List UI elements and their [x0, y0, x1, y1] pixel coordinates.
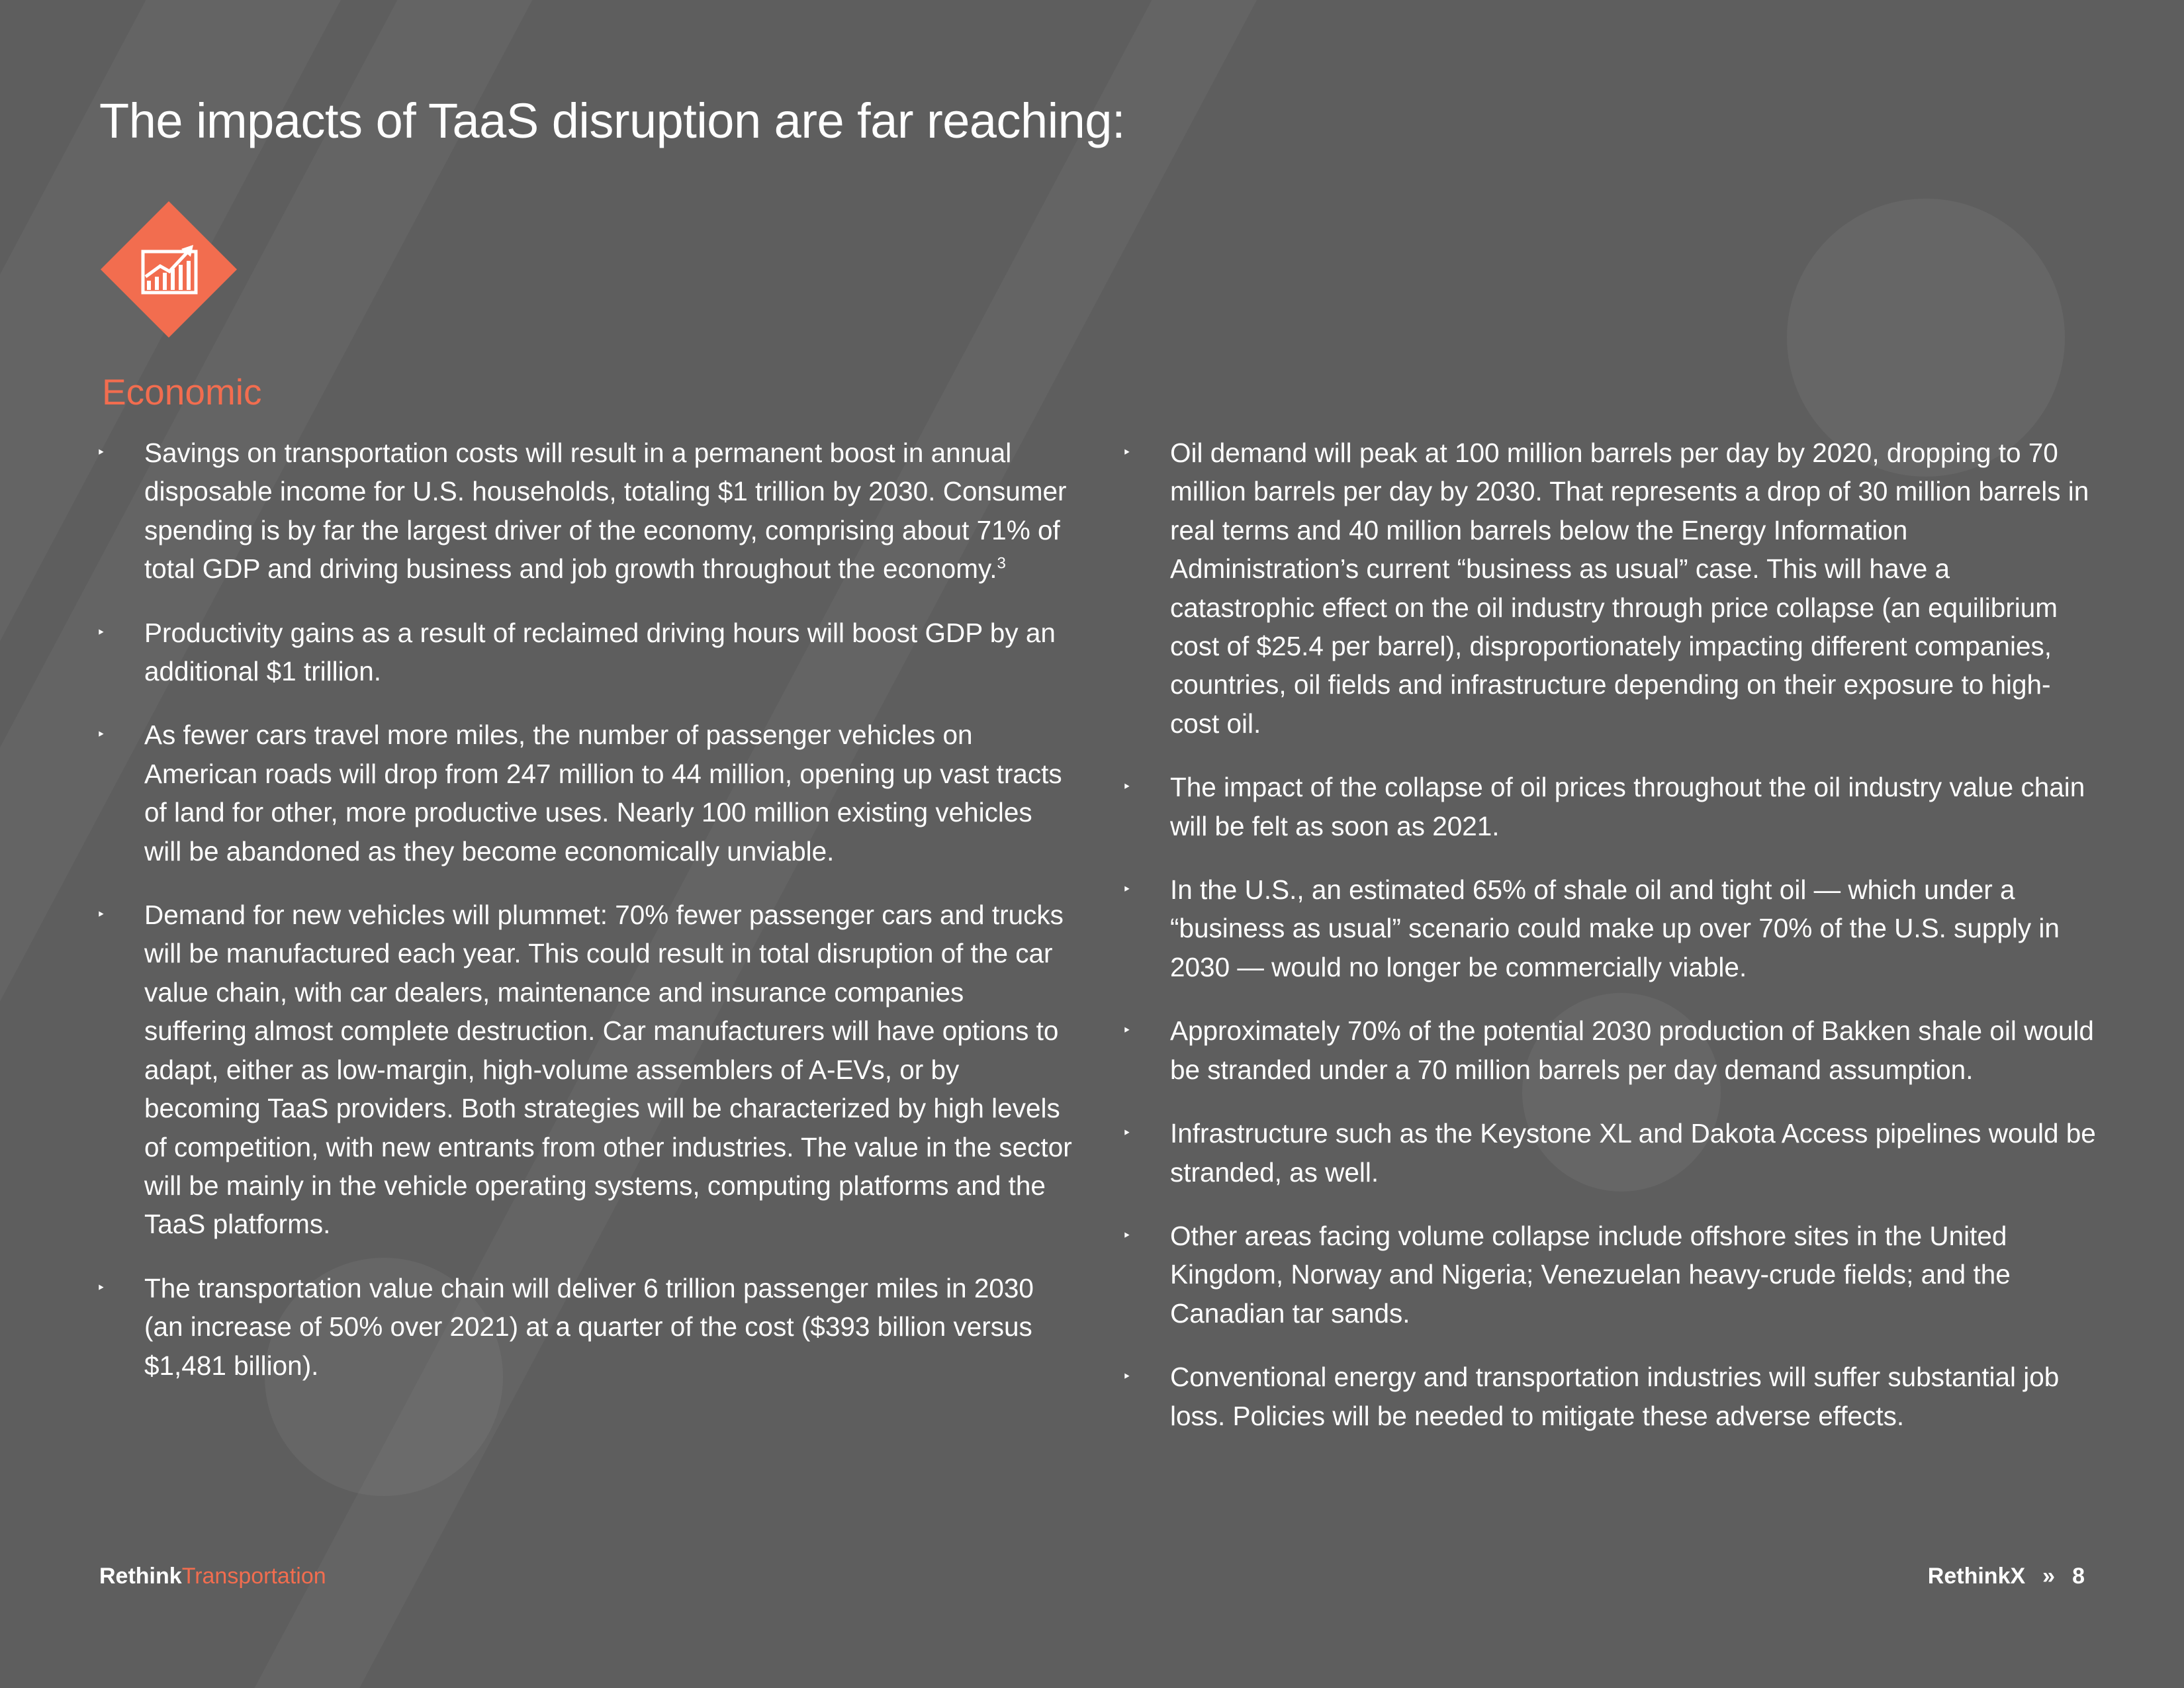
bullet-icon: ‣ [1122, 1227, 1131, 1244]
bullet-icon: ‣ [1122, 881, 1131, 898]
left-bullet-list [94, 434, 1073, 1410]
footer-page-info [1928, 1564, 2085, 1589]
list-item [1120, 1217, 2099, 1333]
bullet-icon: ‣ [1122, 1022, 1131, 1039]
list-item [1120, 768, 2099, 845]
right-bullet-list [1120, 434, 2099, 1460]
bullet-icon: ‣ [1122, 444, 1131, 461]
list-item [1120, 1011, 2099, 1089]
rising-chart-icon [99, 200, 238, 339]
bullet-text: Other areas facing volume collapse include offshore sites in the United Kingdom, Norway and Nigeria; Venezuelan heavy-crude fields; and the Canadian tar sands. [1170, 1220, 2011, 1329]
bullet-icon: ‣ [97, 906, 105, 923]
bullet-text: Conventional energy and transportation industries will suffer substantial job loss. Policies will be needed to mitigate these adverse effects. [1170, 1362, 2060, 1431]
list-item [94, 896, 1073, 1244]
page-title: The impacts of TaaS disruption are far reaching: [99, 93, 1126, 148]
bullet-text: The impact of the collapse of oil prices throughout the oil industry value chain will be felt as soon as 2021. [1170, 772, 2085, 841]
bullet-text: Demand for new vehicles will plummet: 70% fewer passenger cars and trucks will be manufactured each year. This could result in total disruption of the car value chain, with car dealers, maintenance and insurance companies suffering almost complete destruction. Car manufacturers will have options to adapt, either as low-margin, high-volume assemblers of A-EVs, or by becoming TaaS providers. Both strategies will be characterized by high levels of competition, with new entrants from other industries. The value in the sector will be mainly in the vehicle operating systems, computing platforms and the TaaS platforms. [144, 900, 1072, 1240]
footnote-ref: 3 [997, 554, 1006, 573]
bullet-text: Oil demand will peak at 100 million barrels per day by 2020, dropping to 70 million barrels per day by 2030. That represents a drop of 30 million barrels in real terms and 40 million barrels below the Energy Information Administration’s current “business as usual” case. This will have a catastrophic effect on the oil industry through price collapse (an equilibrium cost of $25.4 per barrel), disproportionately impacting different companies, countries, oil fields and infrastructure depending on their exposure to high-cost oil. [1170, 438, 2089, 739]
list-item [94, 716, 1073, 870]
bullet-text: Infrastructure such as the Keystone XL and Dakota Access pipelines would be stranded, as well. [1170, 1118, 2096, 1188]
bullet-icon: ‣ [1122, 1368, 1131, 1385]
bullet-icon: ‣ [1122, 1125, 1131, 1142]
list-item [94, 614, 1073, 691]
bullet-text: Savings on transportation costs will result in a permanent boost in annual disposable income for U.S. households, totaling $1 trillion by 2030. Consumer spending is by far the largest driver of the economy, comprising about 71% of total GDP and driving business and job growth throughout the economy. [144, 438, 1067, 585]
footer-brand [99, 1564, 326, 1589]
bullet-text: Approximately 70% of the potential 2030 production of Bakken shale oil would be stranded under a 70 million barrels per day demand assumption. [1170, 1015, 2094, 1085]
bullet-icon: ‣ [97, 444, 105, 461]
footer-publisher: RethinkX [1927, 1564, 2026, 1589]
list-item [94, 1269, 1073, 1385]
page-number: 8 [2072, 1564, 2085, 1589]
list-item [1120, 434, 2099, 743]
section-heading: Economic [102, 371, 262, 412]
bullet-text: In the U.S., an estimated 65% of shale oil and tight oil — which under a “business as usual” scenario could make up over 70% of the U.S. supply in 2030 — would no longer be commercially viable. [1170, 874, 2060, 982]
bullet-text: Productivity gains as a result of reclaimed driving hours will boost GDP by an additional $1 trillion. [144, 617, 1056, 687]
list-item [1120, 1358, 2099, 1435]
bullet-text: The transportation value chain will deliver 6 trillion passenger miles in 2030 (an increase of 50% over 2021) at a quarter of the cost ($393 billion versus $1,481 billion). [144, 1272, 1034, 1381]
footer-separator: » [2042, 1564, 2056, 1589]
list-item [1120, 1114, 2099, 1192]
footer-brand-transportation: Transportation [181, 1564, 326, 1589]
footer-brand-rethink: Rethink [99, 1564, 182, 1589]
bullet-icon: ‣ [97, 624, 105, 641]
list-item [1120, 870, 2099, 986]
list-item [94, 434, 1073, 588]
bullet-icon: ‣ [97, 726, 105, 743]
bullet-icon: ‣ [97, 1279, 105, 1296]
bullet-icon: ‣ [1122, 778, 1131, 796]
bullet-text: As fewer cars travel more miles, the number of passenger vehicles on American roads will drop from 247 million to 44 million, opening up vast tracts of land for other, more productive uses. Nearly 100 million existing vehicles will be abandoned as they become economically unviable. [144, 720, 1062, 867]
